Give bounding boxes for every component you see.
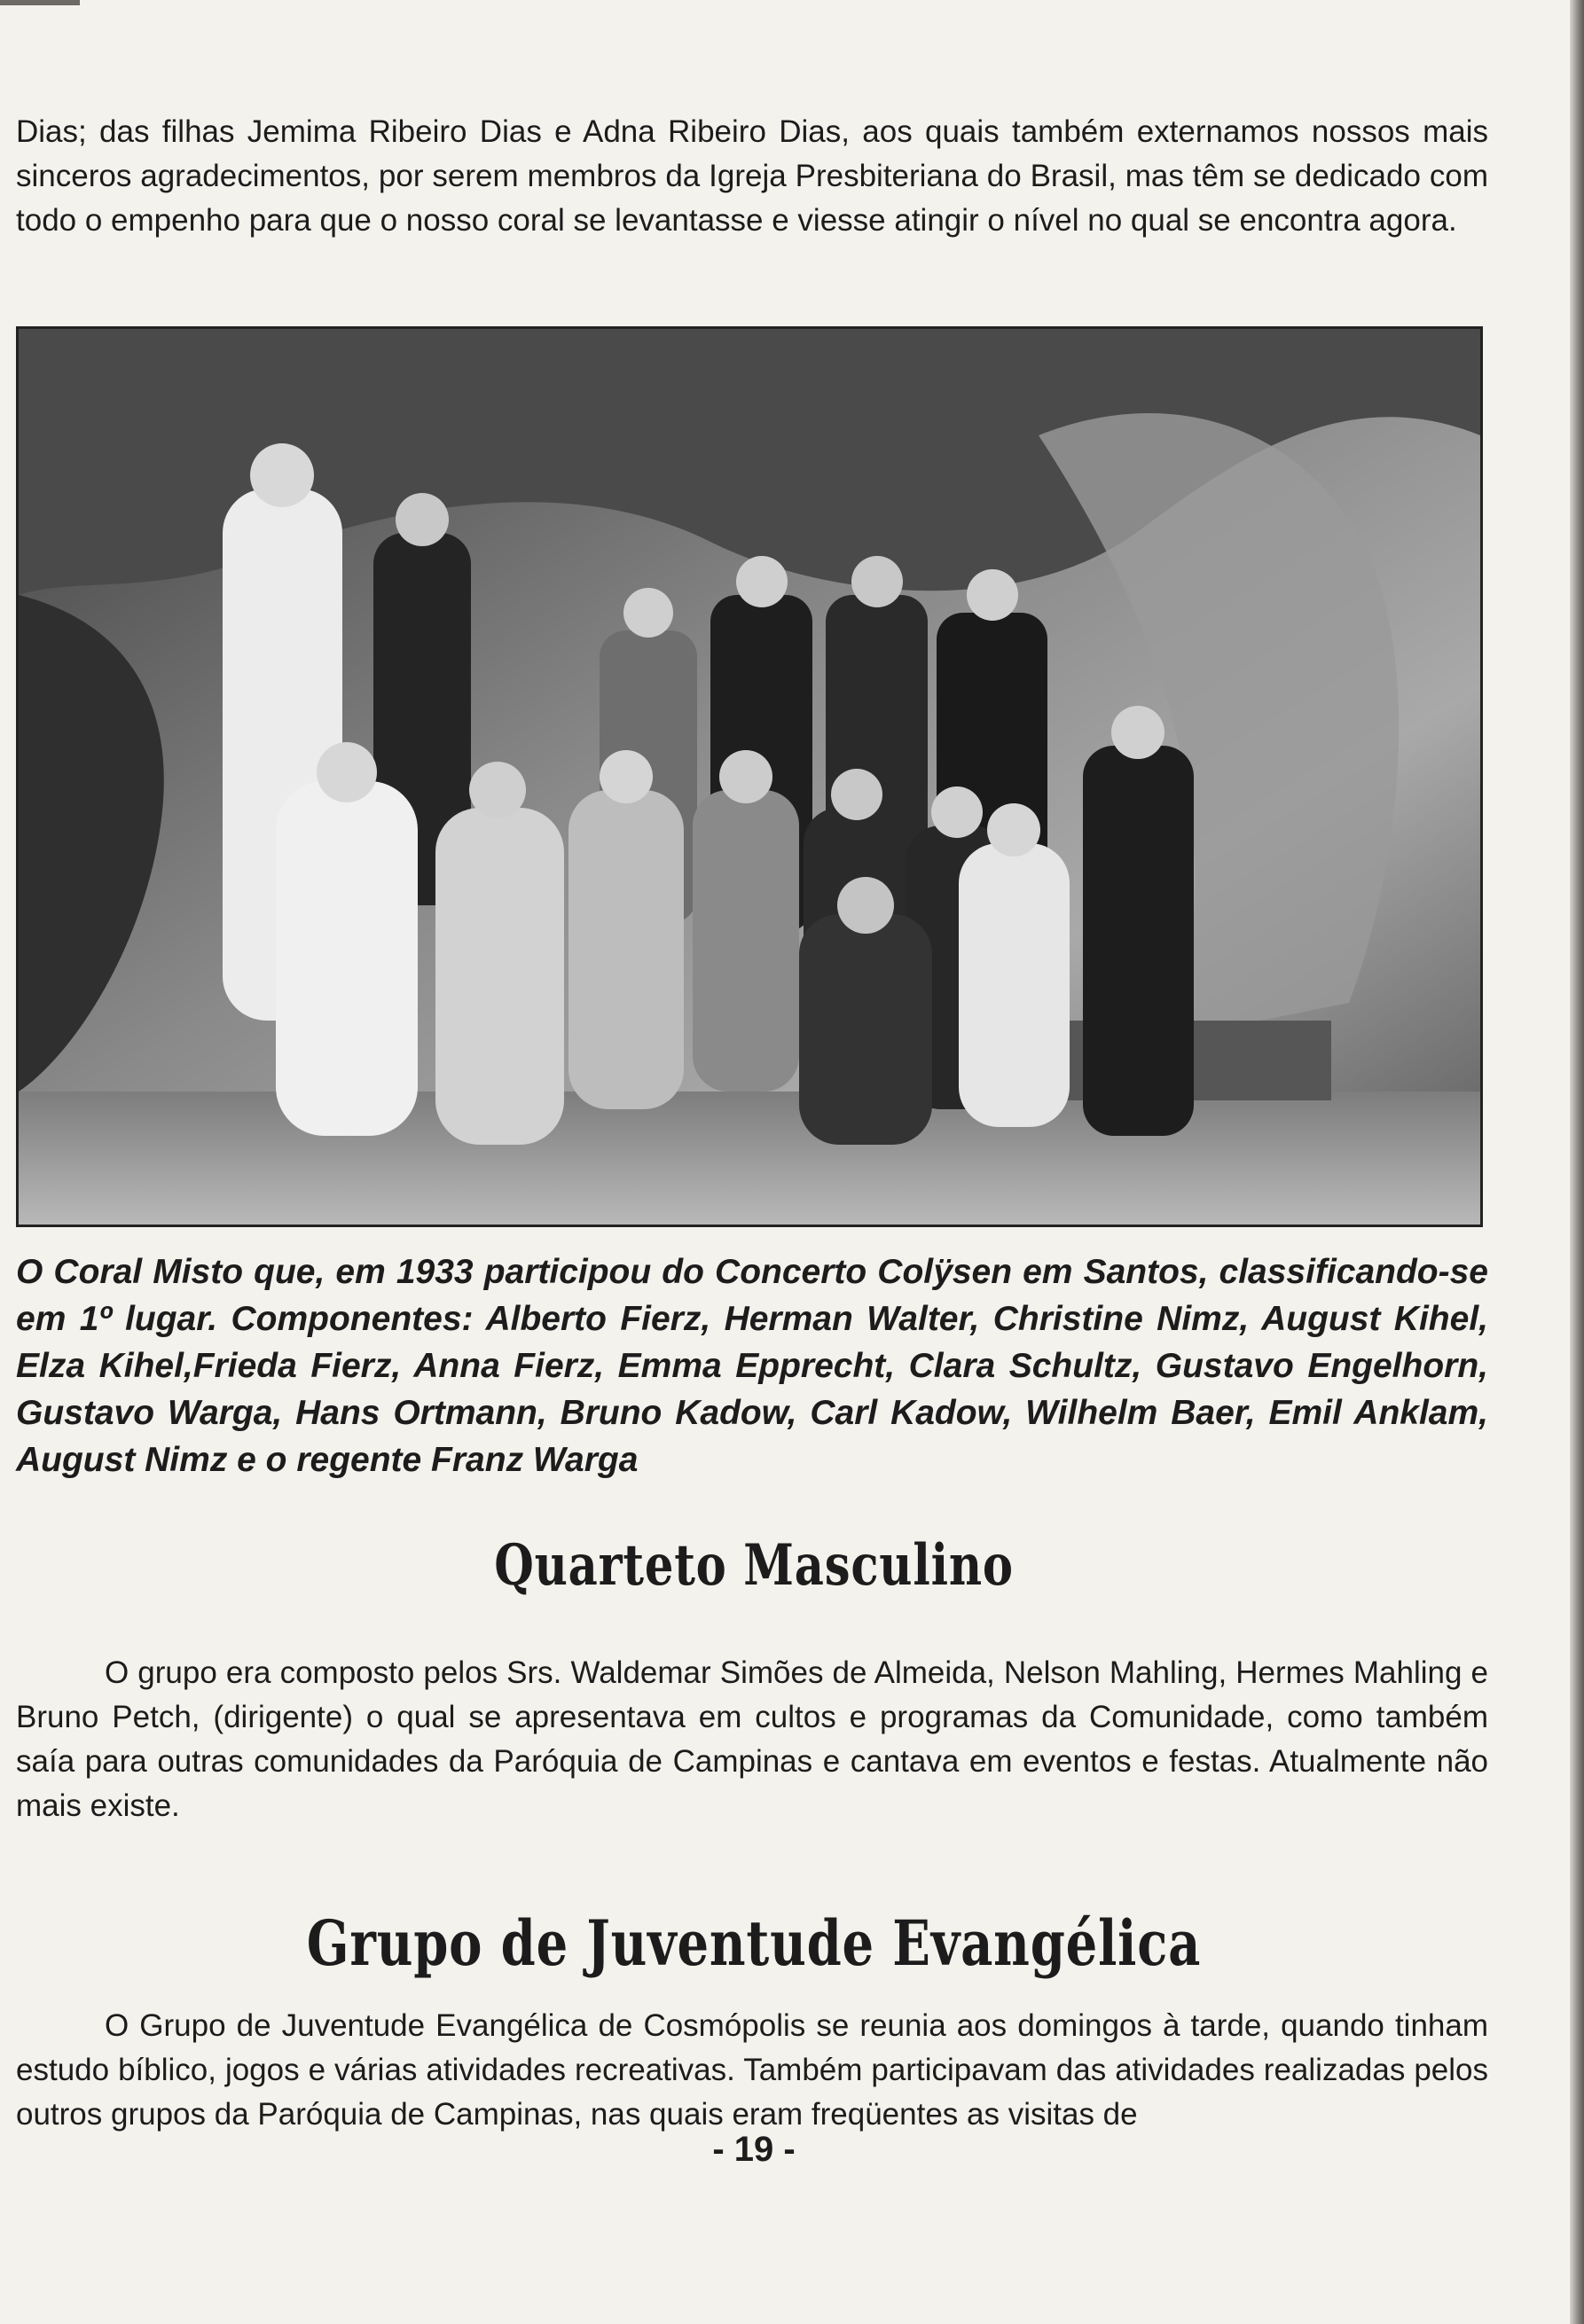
section-heading-grupo: Grupo de Juventude Evangélica bbox=[306, 1906, 1202, 1980]
scan-mark bbox=[0, 0, 80, 5]
page-number: - 19 - bbox=[712, 2130, 796, 2169]
quarteto-paragraph: O grupo era composto pelos Srs. Waldemar Simões de Almeida, Nelson Mahling, Hermes Mahling e Bruno Petch, (dirigente) o qual se apresentava em cultos e programas da Comunidade, como também saía para outras comunidades da Paróquia de Campinas e cantava em eventos e festas. Atualmente não mais existe. bbox=[16, 1655, 1488, 1823]
grupo-paragraph: O Grupo de Juventude Evangélica de Cosmópolis se reunia aos domingos à tarde, quando tinham estudo bíblico, jogos e várias atividades recreativas. Também participavam das atividades realizadas pelos outros grupos da Paróquia de Campinas, nas quais eram freqüentes as visitas de bbox=[16, 2008, 1488, 2132]
photo-caption: O Coral Misto que, em 1933 participou do Concerto Colÿsen em Santos, classificando-se em 1º lugar. Componentes: Alberto Fierz, Herman Walter, Christine Nimz, August Kihel, Elza Kihel,Frieda Fierz, Anna Fierz, Emma Epprecht, Clara Schultz, Gustavo Engelhorn, Gustavo Warga, Hans Ortmann, Bruno Kadow, Carl Kadow, Wilhelm Baer, Emil Anklam, August Nimz e o regente Franz Warga bbox=[16, 1253, 1488, 1479]
group-photo-illustration bbox=[19, 329, 1480, 1225]
group-photo bbox=[16, 326, 1483, 1227]
section-heading-quarteto: Quarteto Masculino bbox=[494, 1532, 1014, 1599]
intro-paragraph: Dias; das filhas Jemima Ribeiro Dias e Adna Ribeiro Dias, aos quais também externamos nossos mais sinceros agradecimentos, por serem membros da Igreja Presbiteriana do Brasil, mas têm se dedicado com todo o empenho para que o nosso coral se levantasse e viesse atingir o nível no qual se encontra agora. bbox=[16, 114, 1488, 238]
page-edge-shadow bbox=[1570, 0, 1584, 2324]
